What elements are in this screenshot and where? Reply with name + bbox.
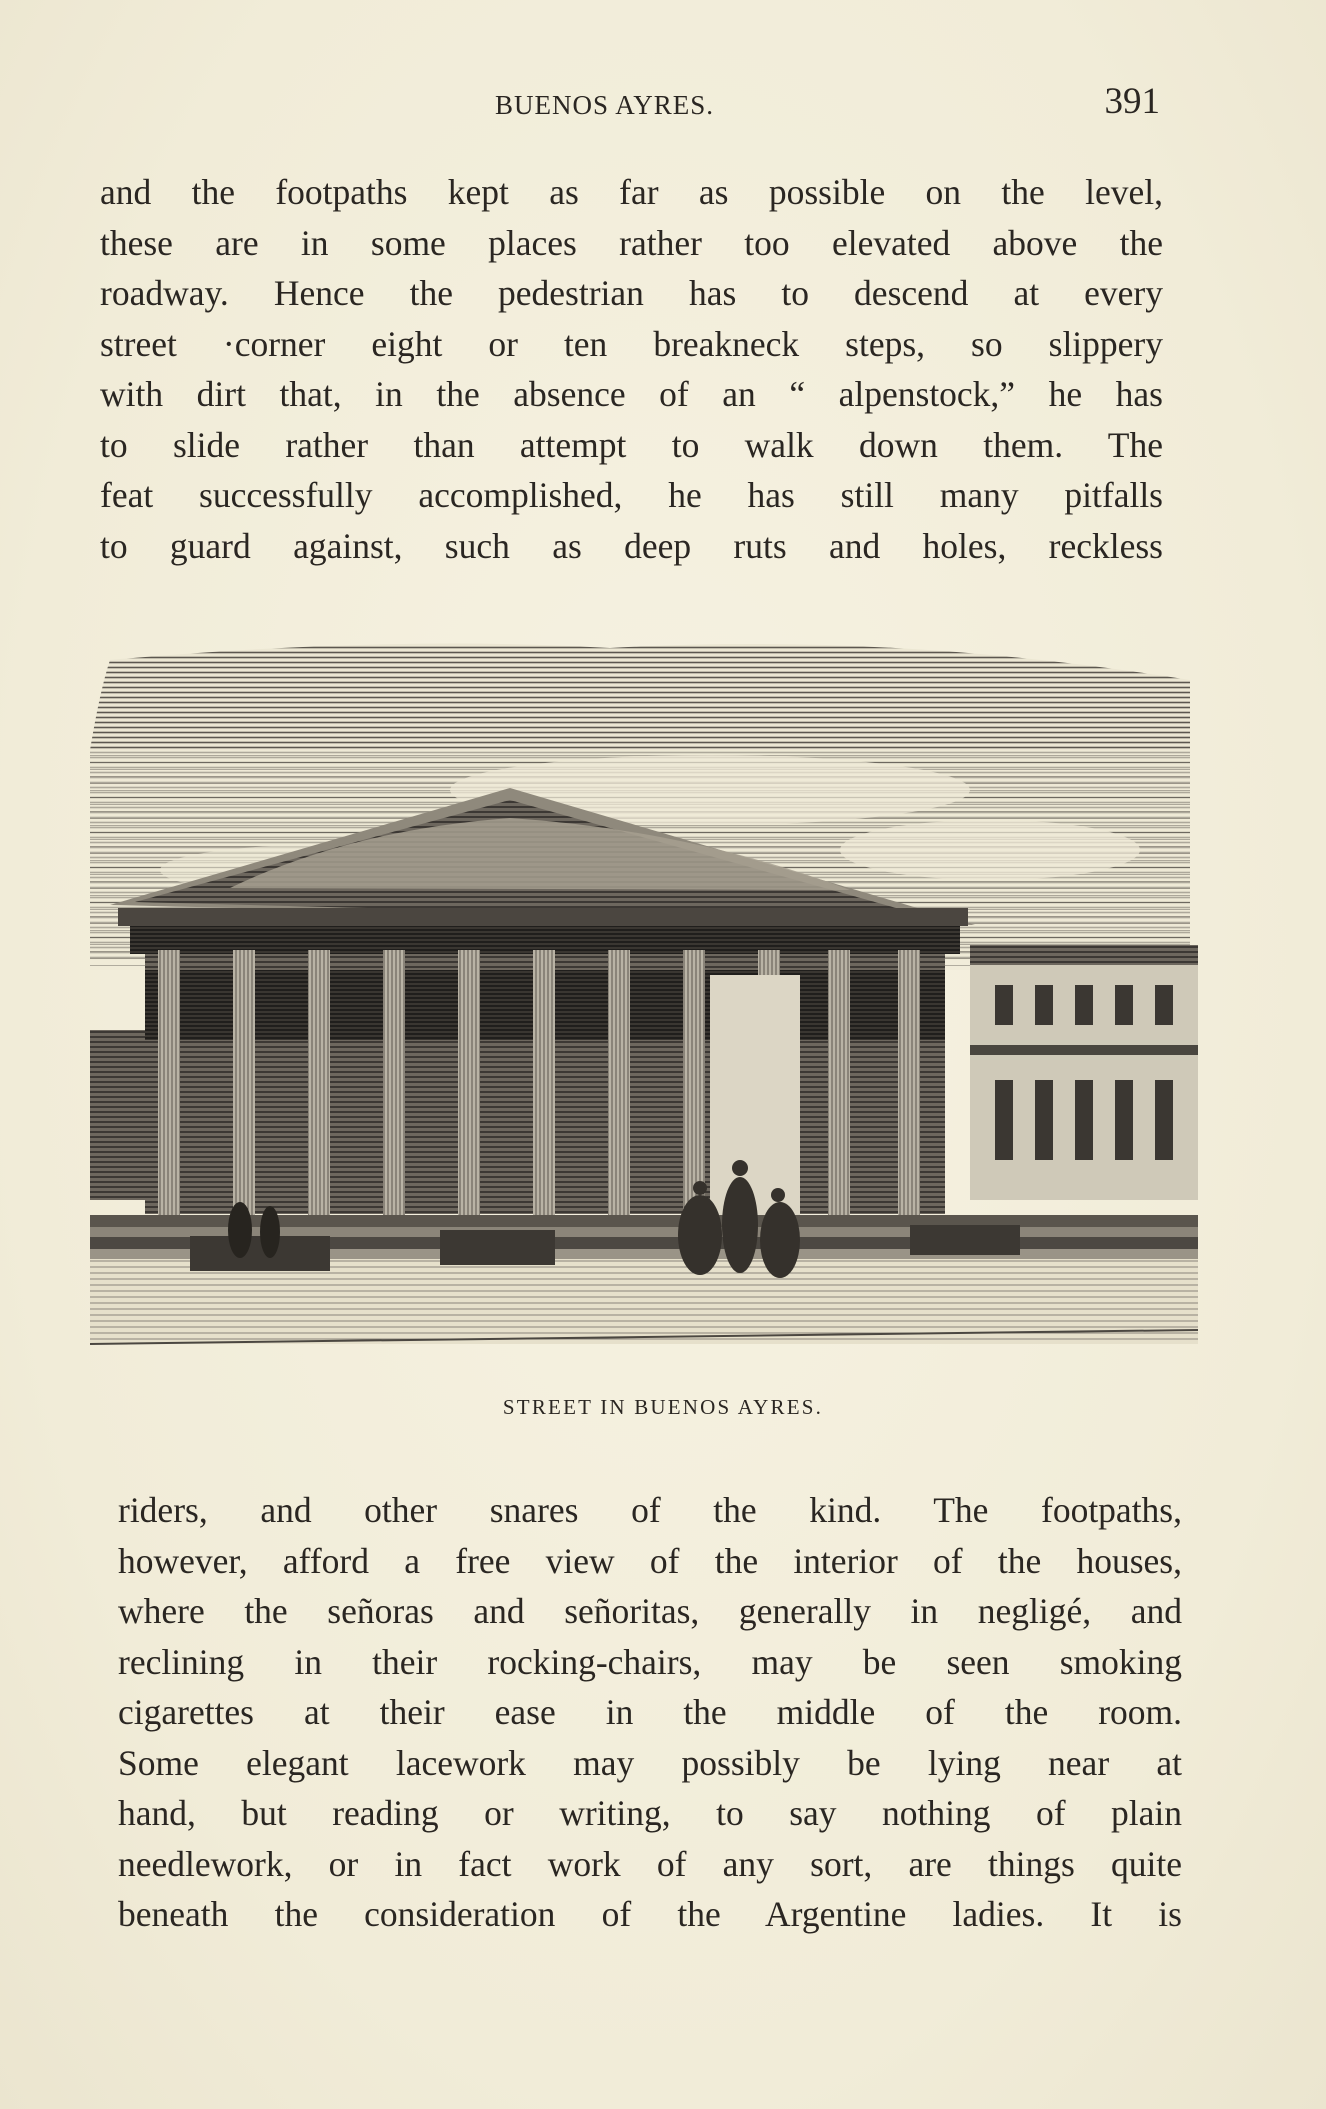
text-line: to slide rather than attempt to walk down them. The <box>100 424 1163 465</box>
text-line: to guard against, such as deep ruts and holes, reckless <box>100 525 1163 566</box>
page-number: 391 <box>1104 81 1160 122</box>
text-line: feat successfully accomplished, he has still many pitfalls <box>100 475 1163 515</box>
text-line: roadway. Hence the pedestrian has to descend at every <box>100 273 1163 313</box>
text-line: street ·corner eight or ten breakneck steps, so slippery <box>100 323 1163 364</box>
text-line: beneath the consideration of the Argentine ladies. It is <box>118 1894 1182 1934</box>
text-line: Some elegant lacework may possibly be lying near at <box>118 1742 1182 1783</box>
text-line: these are in some places rather too elevated above the <box>100 222 1163 263</box>
text-line: however, afford a free view of the interior of the houses, <box>118 1540 1182 1581</box>
paragraph-top <box>100 167 1163 571</box>
text-line: needlework, or in fact work of any sort, are things quite <box>118 1843 1182 1884</box>
text-line: and the footpaths kept as far as possible on the level, <box>100 172 1163 212</box>
figure-caption: STREET IN BUENOS AYRES. <box>502 1395 824 1419</box>
engraving-illustration <box>90 640 1198 1360</box>
text-line: cigarettes at their ease in the middle of the room. <box>118 1692 1182 1732</box>
text-line: hand, but reading or writing, to say nothing of plain <box>118 1793 1182 1833</box>
text-line: where the señoras and señoritas, generally in negligé, and <box>118 1591 1182 1631</box>
text-line: with dirt that, in the absence of an “ alpenstock,” he has <box>100 374 1163 414</box>
page-header <box>100 80 1160 130</box>
text-line: reclining in their rocking-chairs, may be seen smoking <box>118 1641 1182 1682</box>
text-line: riders, and other snares of the kind. The footpaths, <box>118 1490 1182 1530</box>
paragraph-bottom <box>118 1485 1182 1940</box>
running-title: BUENOS AYRES. <box>495 90 715 120</box>
